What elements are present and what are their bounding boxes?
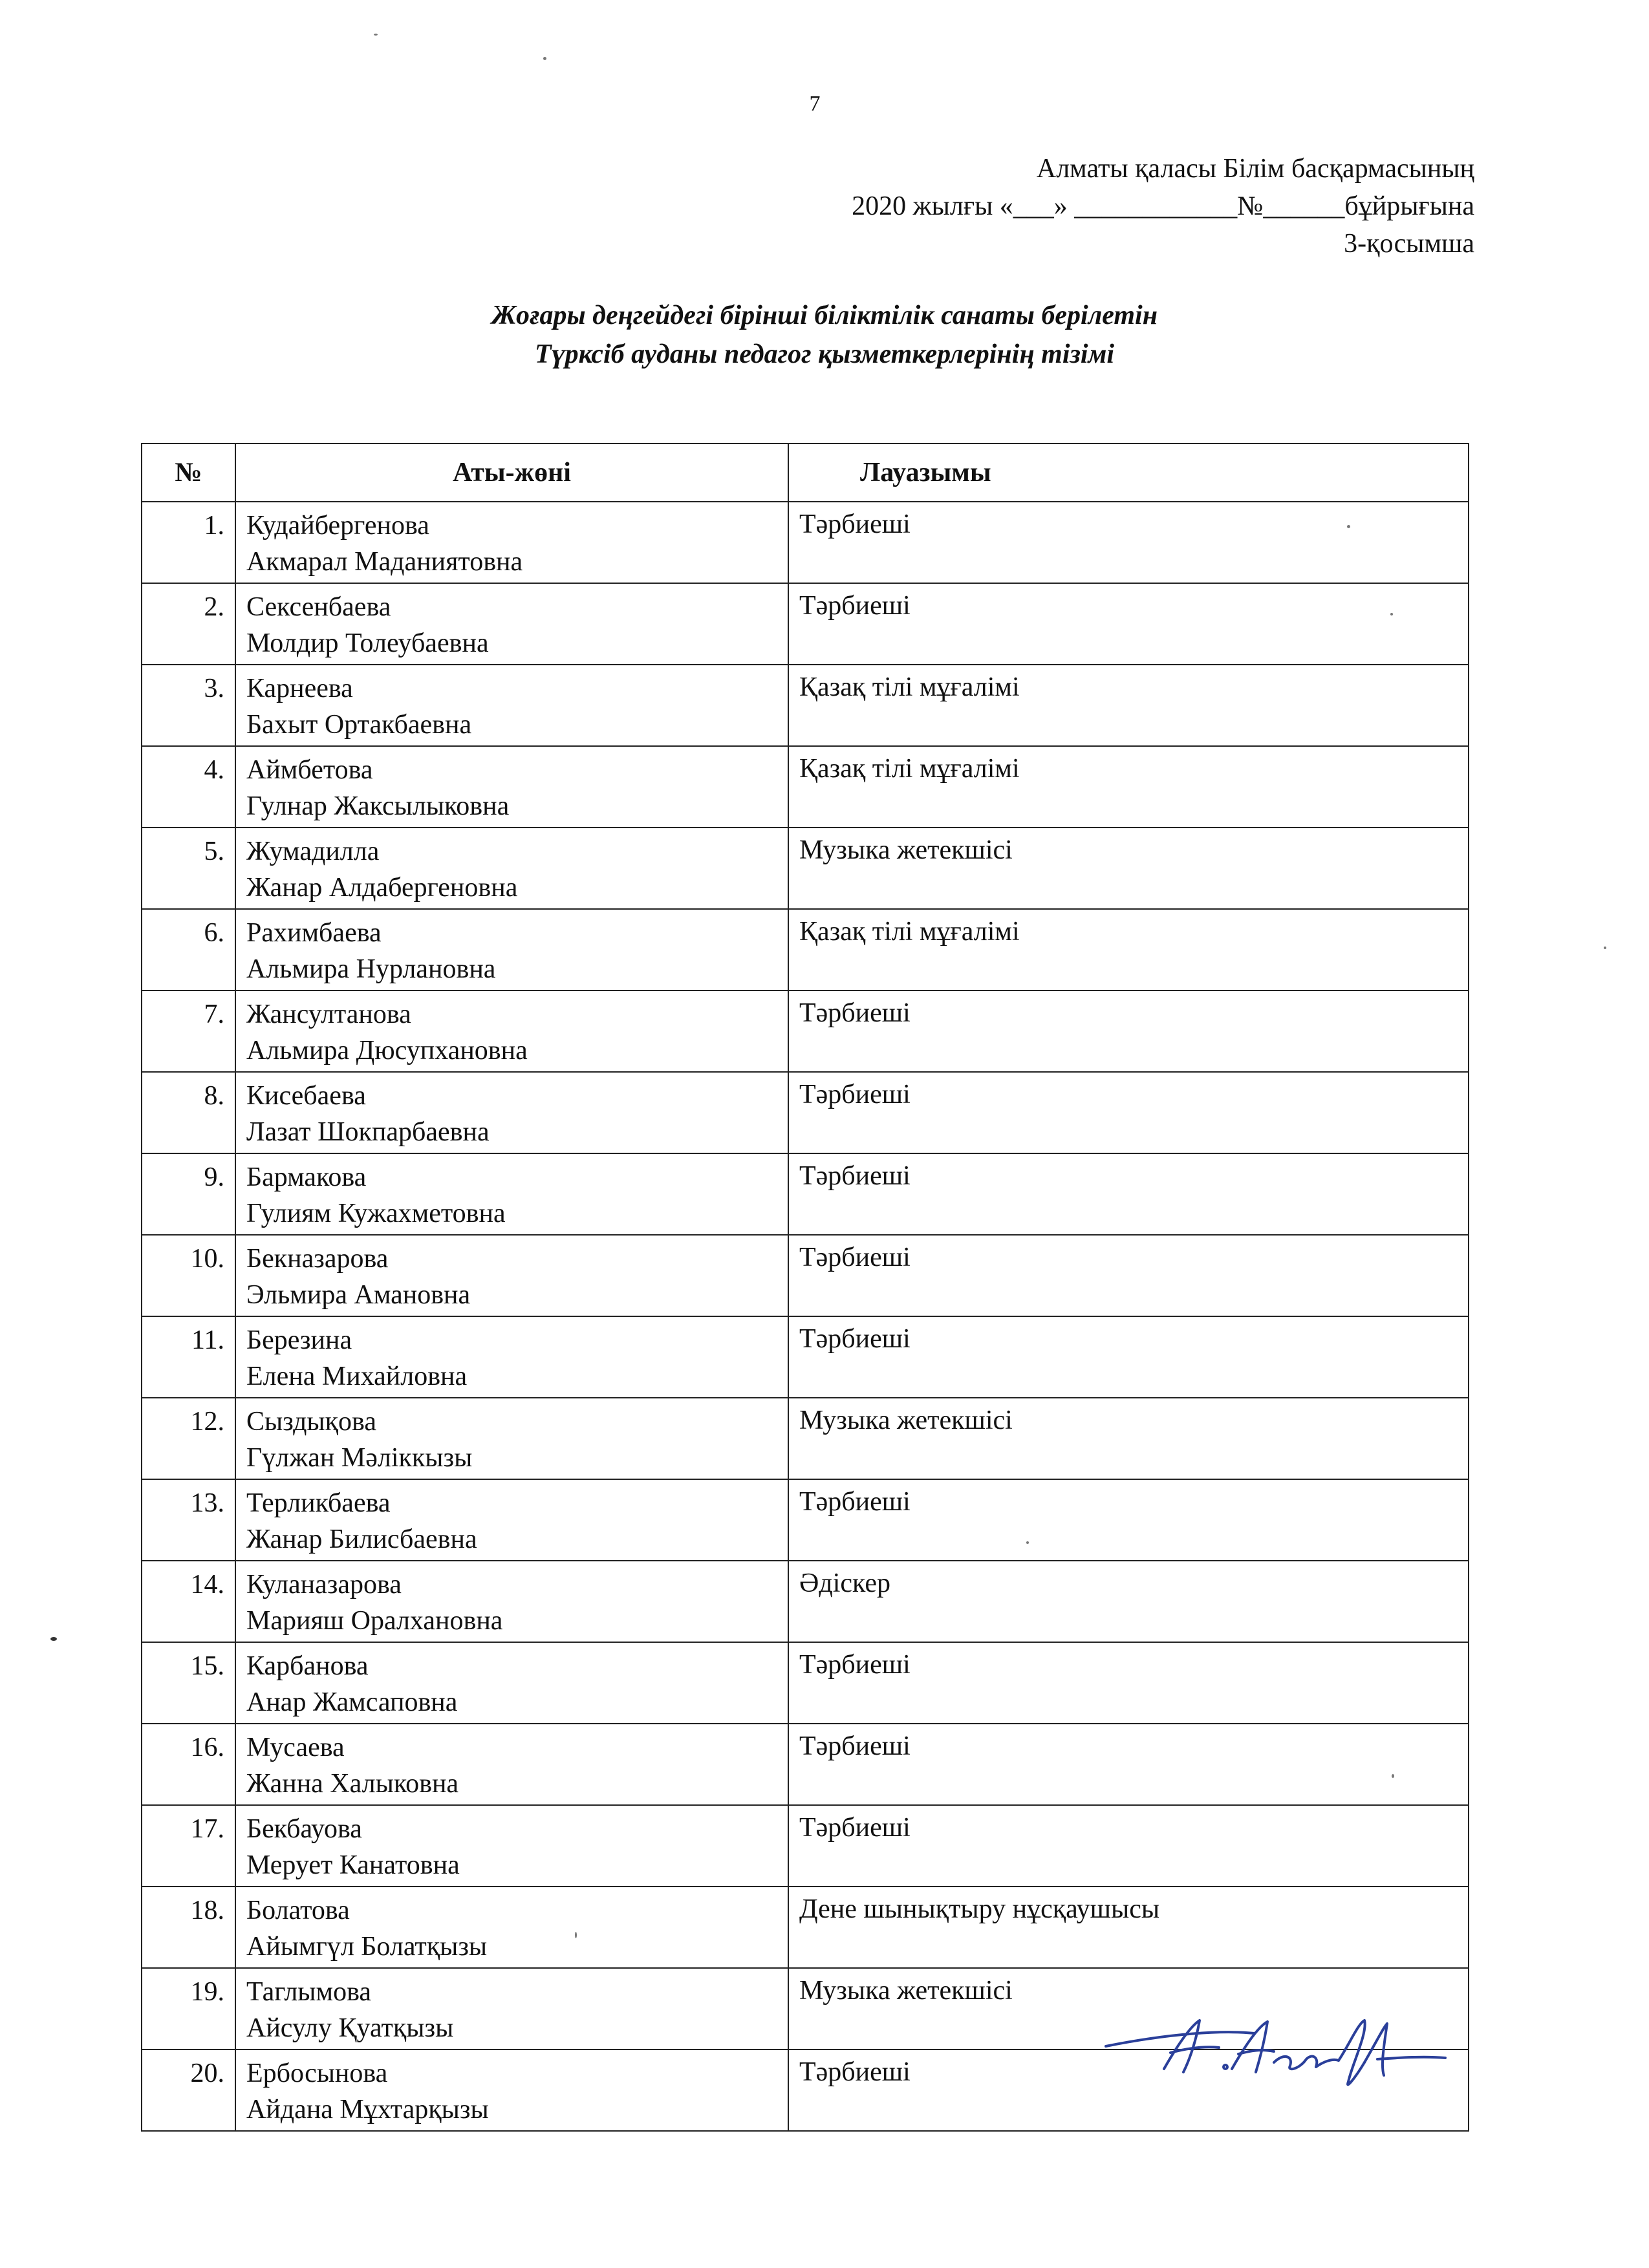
table-row: [142, 1398, 1469, 1479]
scan-speck: [374, 34, 378, 36]
row-number: 4.: [142, 746, 235, 828]
position-cell: Дене шынықтыру нұсқаушысы: [788, 1887, 1469, 1968]
position-cell: Тәрбиеші: [788, 1805, 1469, 1887]
row-number: 15.: [142, 1642, 235, 1724]
table-row: [142, 1235, 1469, 1316]
full-name-cell: [235, 502, 788, 583]
position-cell: Тәрбиеші: [788, 1724, 1469, 1805]
row-number: 10.: [142, 1235, 235, 1316]
table-row: [142, 665, 1469, 746]
order-reference: [852, 150, 1474, 262]
surname: Березина: [246, 1325, 352, 1355]
table-row: [142, 1642, 1469, 1724]
position-cell: Тәрбиеші: [788, 1153, 1469, 1235]
row-number: 14.: [142, 1561, 235, 1642]
full-name-cell: [235, 1153, 788, 1235]
full-name-cell: [235, 909, 788, 990]
full-name-cell: [235, 1968, 788, 2049]
position-cell: Музыка жетекшісі: [788, 1398, 1469, 1479]
full-name-cell: [235, 1072, 788, 1153]
surname: Карбанова: [246, 1651, 369, 1681]
row-number: 12.: [142, 1398, 235, 1479]
row-number: 20.: [142, 2049, 235, 2131]
full-name-cell: [235, 1724, 788, 1805]
scan-speck: [1347, 525, 1350, 528]
given-names: Анар Жамсаповна: [246, 1687, 458, 1717]
surname: Мусаева: [246, 1733, 345, 1762]
full-name-cell: [235, 1805, 788, 1887]
surname: Кисебаева: [246, 1081, 366, 1111]
header-line-1: Алматы қаласы Білім басқармасының: [1036, 154, 1474, 184]
surname: Сыздықова: [246, 1407, 376, 1437]
surname: Бекназарова: [246, 1244, 389, 1274]
surname: Ербосынова: [246, 2059, 388, 2088]
full-name-cell: [235, 2049, 788, 2131]
row-number: 6.: [142, 909, 235, 990]
position-cell: Тәрбиеші: [788, 1235, 1469, 1316]
signature: [1093, 2007, 1455, 2091]
position-cell: Тәрбиеші: [788, 583, 1469, 665]
scan-speck: [575, 1932, 577, 1938]
surname: Кудайбергенова: [246, 511, 429, 540]
given-names: Марияш Оралхановна: [246, 1606, 503, 1636]
full-name-cell: [235, 1561, 788, 1642]
table-row: [142, 1316, 1469, 1398]
surname: Жумадилла: [246, 837, 380, 866]
full-name-cell: [235, 990, 788, 1072]
given-names: Эльмира Амановна: [246, 1280, 471, 1310]
table-row: [142, 1724, 1469, 1805]
surname: Куланазарова: [246, 1570, 402, 1599]
header-number: №: [142, 444, 235, 502]
given-names: Гулиям Кужахметовна: [246, 1199, 506, 1228]
position-cell: Тәрбиеші: [788, 1072, 1469, 1153]
scan-speck: [50, 1637, 57, 1641]
given-names: Молдир Толеубаевна: [246, 628, 489, 658]
table-row: [142, 1072, 1469, 1153]
full-name-cell: [235, 746, 788, 828]
given-names: Жанар Билисбаевна: [246, 1524, 477, 1554]
row-number: 3.: [142, 665, 235, 746]
surname: Рахимбаева: [246, 918, 382, 948]
given-names: Гулнар Жаксылыковна: [246, 791, 510, 821]
surname: Сексенбаева: [246, 592, 391, 622]
row-number: 13.: [142, 1479, 235, 1561]
document-title: [0, 296, 1649, 374]
scan-speck: [1604, 947, 1606, 949]
full-name-cell: [235, 1642, 788, 1724]
position-cell: Қазақ тілі мұғалімі: [788, 746, 1469, 828]
full-name-cell: [235, 1398, 788, 1479]
given-names: Альмира Нурлановна: [246, 954, 496, 984]
table-row: [142, 1153, 1469, 1235]
position-cell: Тәрбиеші: [788, 1316, 1469, 1398]
table-row: [142, 746, 1469, 828]
table-row: [142, 502, 1469, 583]
staff-table: [141, 443, 1469, 2132]
row-number: 2.: [142, 583, 235, 665]
surname: Карнеева: [246, 674, 353, 703]
given-names: Айсулу Қуатқызы: [246, 2013, 454, 2043]
scan-speck: [1026, 1541, 1029, 1544]
surname: Бекбауова: [246, 1814, 362, 1844]
full-name-cell: [235, 583, 788, 665]
surname: Таглымова: [246, 1977, 372, 2007]
table-row: [142, 583, 1469, 665]
row-number: 7.: [142, 990, 235, 1072]
given-names: Айымгүл Болатқызы: [246, 1932, 488, 1962]
table-row: [142, 1479, 1469, 1561]
given-names: Лазат Шокпарбаевна: [246, 1117, 490, 1147]
given-names: Жанна Халыковна: [246, 1769, 459, 1799]
given-names: Акмарал Маданиятовна: [246, 547, 523, 577]
table-row: [142, 909, 1469, 990]
position-cell: Тәрбиеші: [788, 1479, 1469, 1561]
full-name-cell: [235, 1479, 788, 1561]
row-number: 5.: [142, 828, 235, 909]
position-cell: Қазақ тілі мұғалімі: [788, 909, 1469, 990]
scan-speck: [1390, 613, 1393, 615]
given-names: Бахыт Ортакбаевна: [246, 710, 472, 740]
position-cell: Музыка жетекшісі: [788, 828, 1469, 909]
header-position: Лауазымы: [788, 444, 1469, 502]
scan-speck: [543, 57, 546, 60]
position-cell: Тәрбиеші: [788, 2049, 1469, 2131]
row-number: 18.: [142, 1887, 235, 1968]
header-line-3: 3-қосымша: [1344, 229, 1474, 259]
given-names: Жанар Алдабергеновна: [246, 873, 518, 903]
given-names: Альмира Дюсупхановна: [246, 1036, 528, 1065]
position-cell: Музыка жетекшісі: [788, 1968, 1469, 2049]
table-row: [142, 1805, 1469, 1887]
header-line-2: 2020 жылғы «___» ____________№______бұйрығына: [852, 191, 1474, 221]
full-name-cell: [235, 1316, 788, 1398]
scan-speck: [1392, 1774, 1394, 1778]
row-number: 17.: [142, 1805, 235, 1887]
surname: Болатова: [246, 1896, 350, 1925]
given-names: Айдана Мұхтарқызы: [246, 2095, 489, 2124]
full-name-cell: [235, 665, 788, 746]
title-line-2: Түрксіб ауданы педагог қызметкерлерінің тізімі: [534, 339, 1115, 369]
position-cell: Тәрбиеші: [788, 990, 1469, 1072]
full-name-cell: [235, 1235, 788, 1316]
given-names: Мерует Канатовна: [246, 1850, 460, 1880]
table-row: [142, 828, 1469, 909]
surname: Терликбаева: [246, 1488, 391, 1518]
row-number: 16.: [142, 1724, 235, 1805]
row-number: 9.: [142, 1153, 235, 1235]
surname: Жансултанова: [246, 1000, 411, 1029]
row-number: 1.: [142, 502, 235, 583]
header-name: Аты-жөні: [235, 444, 788, 502]
row-number: 8.: [142, 1072, 235, 1153]
position-cell: Тәрбиеші: [788, 502, 1469, 583]
position-cell: Қазақ тілі мұғалімі: [788, 665, 1469, 746]
row-number: 19.: [142, 1968, 235, 2049]
surname: Аймбетова: [246, 755, 373, 785]
title-line-1: Жоғары деңгейдегі бірінші біліктілік санаты берілетін: [491, 301, 1158, 330]
table-row: [142, 990, 1469, 1072]
position-cell: Әдіскер: [788, 1561, 1469, 1642]
row-number: 11.: [142, 1316, 235, 1398]
full-name-cell: [235, 1887, 788, 1968]
table-row: [142, 1887, 1469, 1968]
page-number: 7: [809, 92, 821, 116]
given-names: Елена Михайловна: [246, 1362, 468, 1391]
surname: Бармакова: [246, 1162, 367, 1192]
table-row: [142, 1561, 1469, 1642]
given-names: Гүлжан Мәліккызы: [246, 1443, 473, 1473]
full-name-cell: [235, 828, 788, 909]
table-header-row: [142, 444, 1469, 502]
position-cell: Тәрбиеші: [788, 1642, 1469, 1724]
